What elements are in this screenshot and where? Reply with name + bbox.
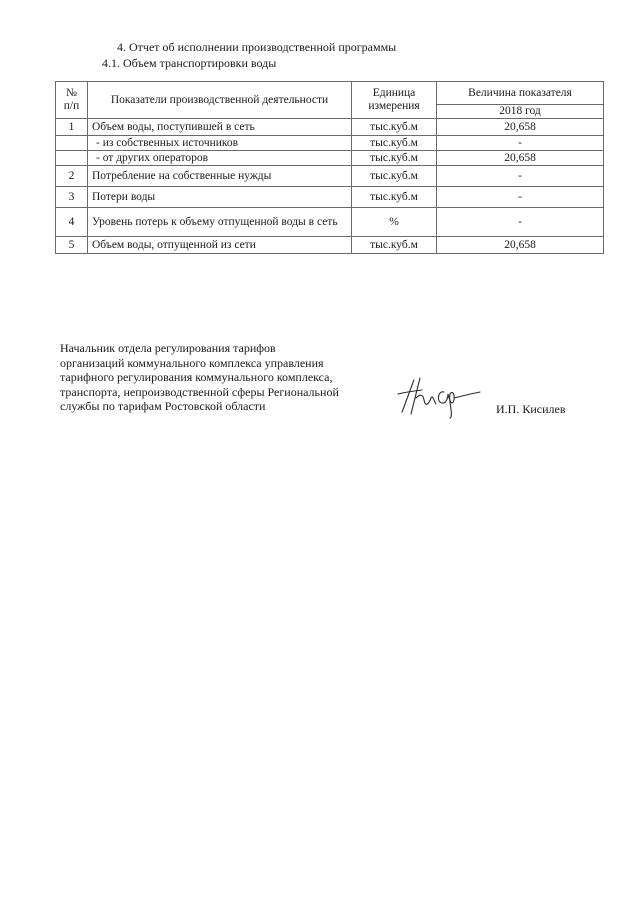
- table-row: [56, 136, 604, 151]
- row-num: 4: [56, 208, 88, 237]
- row-unit: тыс.куб.м: [352, 187, 437, 208]
- row-indicator: - от других операторов: [88, 151, 352, 166]
- row-value: 20,658: [437, 119, 604, 136]
- row-value: -: [437, 187, 604, 208]
- row-indicator: Объем воды, отпущенной из сети: [88, 237, 352, 254]
- row-value: 20,658: [437, 151, 604, 166]
- row-unit: тыс.куб.м: [352, 237, 437, 254]
- row-unit: %: [352, 208, 437, 237]
- table-row: [56, 187, 604, 208]
- row-value: -: [437, 208, 604, 237]
- row-num: 5: [56, 237, 88, 254]
- table-row: [56, 237, 604, 254]
- row-num: [56, 136, 88, 151]
- row-num: [56, 151, 88, 166]
- table-row: [56, 119, 604, 136]
- position-line: тарифного регулирования коммунального комплекса,: [60, 370, 333, 384]
- report-table: [55, 81, 604, 254]
- row-indicator: Потребление на собственные нужды: [88, 166, 352, 187]
- table-row: [56, 208, 604, 237]
- header-unit: Единица измерения: [352, 82, 437, 119]
- row-indicator: Уровень потерь к объему отпущенной воды в сеть: [88, 208, 352, 237]
- table-row: [56, 151, 604, 166]
- row-value: -: [437, 166, 604, 187]
- row-unit: тыс.куб.м: [352, 166, 437, 187]
- row-value: -: [437, 136, 604, 151]
- header-year: 2018 год: [437, 105, 604, 119]
- row-unit: тыс.куб.м: [352, 136, 437, 151]
- header-indicator: Показатели производственной деятельности: [88, 82, 352, 119]
- row-unit: тыс.куб.м: [352, 119, 437, 136]
- position-line: организаций коммунального комплекса управления: [60, 355, 324, 370]
- table-row: [56, 166, 604, 187]
- position-line: транспорта, непроизводственной сферы Региональной: [60, 384, 339, 399]
- position-line: Начальник отдела регулирования тарифов: [60, 341, 276, 355]
- subsection-title: 4.1. Объем транспортировки воды: [102, 56, 277, 70]
- row-indicator: Объем воды, поступившей в сеть: [88, 119, 352, 136]
- position-line: службы по тарифам Ростовской области: [60, 399, 266, 413]
- row-indicator: Потери воды: [88, 187, 352, 208]
- row-num: 2: [56, 166, 88, 187]
- header-value-group: Величина показателя: [437, 82, 604, 105]
- row-num: 1: [56, 119, 88, 136]
- row-indicator: - из собственных источников: [88, 136, 352, 151]
- signer-position: [60, 341, 380, 414]
- header-num: № п/п: [56, 82, 88, 119]
- row-value: 20,658: [437, 237, 604, 254]
- signer-name: И.П. Кисилев: [496, 402, 566, 416]
- section-title: 4. Отчет об исполнении производственной программы: [117, 40, 397, 54]
- row-num: 3: [56, 187, 88, 208]
- handwritten-signature: [392, 372, 484, 422]
- row-unit: тыс.куб.м: [352, 151, 437, 166]
